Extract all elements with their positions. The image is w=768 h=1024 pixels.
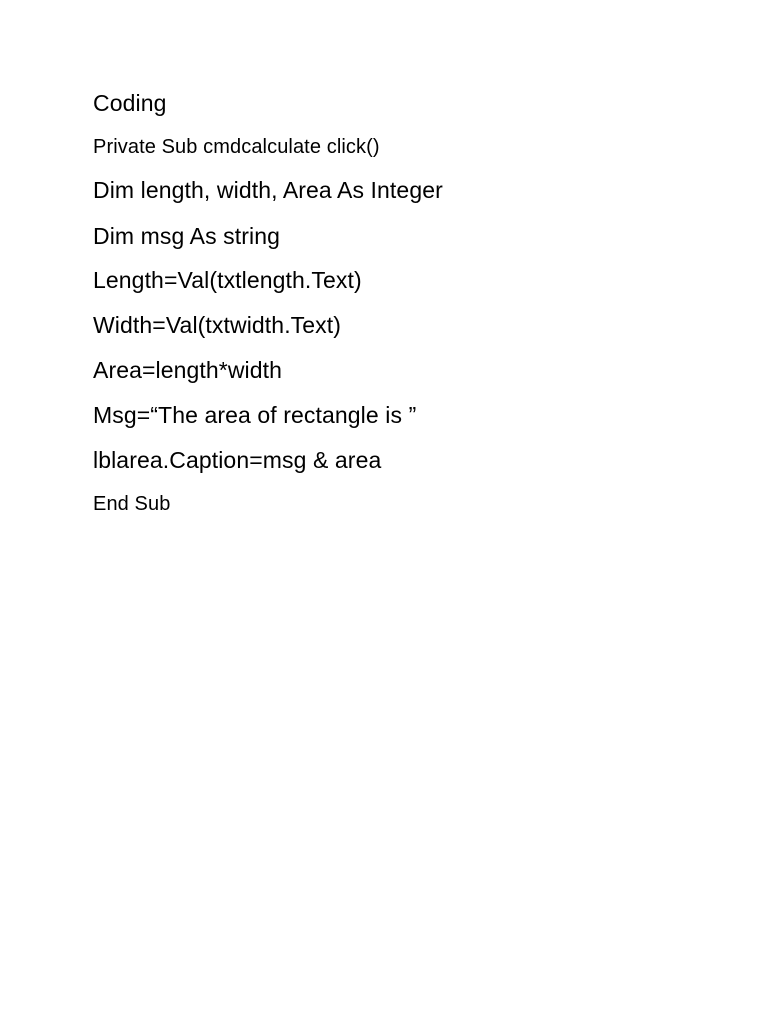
- code-line-length-assign: Length=Val(txtlength.Text): [93, 267, 362, 293]
- code-line-sub-declaration: Private Sub cmdcalculate click(): [93, 136, 380, 158]
- page-heading: Coding: [93, 90, 167, 116]
- code-line-area-assign: Area=length*width: [93, 357, 283, 383]
- code-line-msg-assign: Msg=“The area of rectangle is ”: [93, 402, 417, 428]
- code-line-width-assign: Width=Val(txtwidth.Text): [93, 312, 342, 338]
- code-line-dim-msg: Dim msg As string: [93, 223, 281, 249]
- code-line-caption-assign: lblarea.Caption=msg & area: [93, 447, 382, 473]
- code-line-end-sub: End Sub: [93, 493, 171, 515]
- code-line-dim-integers: Dim length, width, Area As Integer: [93, 177, 443, 203]
